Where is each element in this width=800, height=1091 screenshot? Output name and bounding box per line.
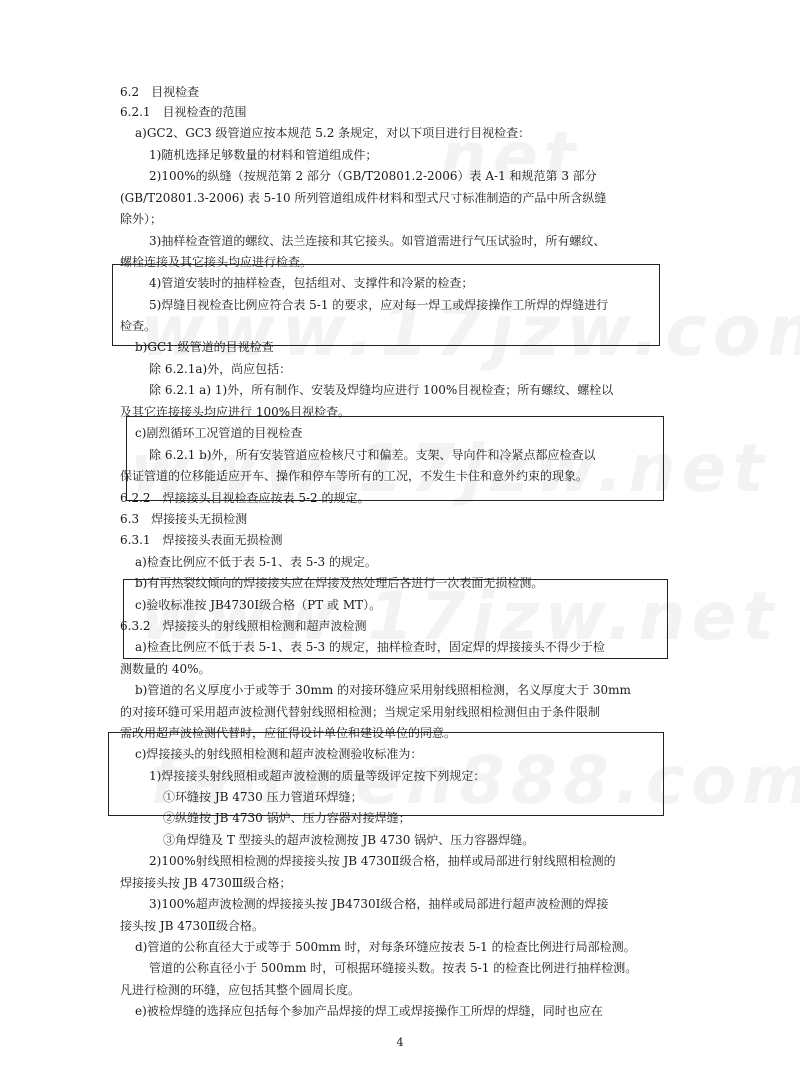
text-line: 4)管道安装时的抽样检查，包括组对、支撑件和冷紧的检查；: [149, 276, 474, 290]
text-line: 除 6.2.1 b)外，所有安装管道应检核尺寸和偏差。支架、导向件和冷紧点都应检查以: [149, 448, 596, 462]
text-line: c)验收标准按 JB4730Ⅰ级合格（PT 或 MT）。: [135, 598, 382, 612]
text-line: 凡进行检测的环缝，应包括其整个圆周长度。: [120, 983, 361, 997]
text-line: 1)焊接接头射线照相或超声波检测的质量等级评定按下列规定：: [149, 769, 486, 783]
text-line: b)GC1 级管道的目视检查: [135, 340, 274, 354]
text-line: e)被检焊缝的选择应包括每个参加产品焊接的焊工或焊接操作工所焊的焊缝，同时也应在: [135, 1004, 603, 1018]
text-line: 管道的公称直径小于 500mm 时，可根据环缝接头数。按表 5-1 的检查比例进行抽样检测。: [149, 961, 638, 975]
text-line: 除 6.2.1 a) 1)外，所有制作、安装及焊缝均应进行 100%目视检查；所有螺纹、螺栓以: [149, 383, 614, 397]
text-line: 螺栓连接及其它接头均应进行检查。: [120, 255, 313, 269]
text-line: 3)抽样检查管道的螺纹、法兰连接和其它接头。如管道需进行气压试验时，所有螺纹、: [149, 234, 606, 248]
highlight-box: [112, 264, 660, 346]
text-line: 接头按 JB 4730Ⅱ级合格。: [120, 919, 264, 933]
text-line: 保证管道的位移能适应开车、操作和停车等所有的工况，不发生卡住和意外约束的现象。: [120, 469, 589, 483]
text-line: 2)100%射线照相检测的焊接接头按 JB 4730Ⅱ级合格，抽样或局部进行射线照相检测的: [149, 854, 616, 868]
text-line: 的对接环缝可采用超声波检测代替射线照相检测；当规定采用射线照相检测但由于条件限制: [120, 705, 601, 719]
text-line: d)管道的公称直径大于或等于 500mm 时，对每条环缝应按表 5-1 的检查比例进行局部检测。: [135, 940, 636, 954]
text-line: 6.3.1 焊接接头表面无损检测: [120, 533, 283, 547]
text-line: 需改用超声波检测代替时，应征得设计单位和建设单位的同意。: [120, 726, 457, 740]
text-line: 1)随机选择足够数量的材料和管道组成件；: [149, 148, 378, 162]
highlight-box: [126, 416, 664, 501]
text-line: 2)100%的纵缝（按规范第 2 部分（GB/T20801.2-2006）表 A-1 和规范第 3 部分: [149, 169, 597, 183]
text-line: b)有再热裂纹倾向的焊接接头应在焊接及热处理后各进行一次表面无损检测。: [135, 576, 544, 590]
text-line: (GB/T20801.3-2006) 表 5-10 所列管道组成件材料和型式尺寸标准制造的产品中所含纵缝: [120, 191, 607, 205]
text-line: c)焊接接头的射线照相检测和超声波检测验收标准为：: [135, 747, 423, 761]
highlight-box: [108, 732, 664, 816]
text-line: 除 6.2.1a)外，尚应包括：: [149, 362, 292, 376]
text-line: 6.2.1 目视检查的范围: [120, 105, 247, 119]
text-line: 6.3 焊接接头无损检测: [120, 512, 248, 526]
text-line: ③角焊缝及 T 型接头的超声波检测按 JB 4730 锅炉、压力容器焊缝。: [163, 833, 535, 847]
text-line: 6.2.2 焊接接头目视检查应按表 5-2 的规定。: [120, 491, 370, 505]
page-number: 4: [396, 1036, 404, 1049]
text-line: ①环缝按 JB 4730 压力管道环焊缝；: [163, 790, 363, 804]
text-line: 5)焊缝目视检查比例应符合表 5-1 的要求，应对每一焊工或焊接操作工所焊的焊缝进行: [149, 298, 609, 312]
text-line: a)检查比例应不低于表 5-1、表 5-3 的规定，抽样检查时，固定焊的焊接接头不得少于检: [135, 640, 605, 654]
text-line: 6.2 目视检查: [120, 85, 200, 99]
text-line: 焊接接头按 JB 4730Ⅲ级合格；: [120, 876, 292, 890]
text-line: b)管道的名义厚度小于或等于 30mm 的对接环缝应采用射线照相检测，名义厚度大于 30mm: [135, 683, 631, 697]
text-line: a)GC2、GC3 级管道应按本规范 5.2 条规定，对以下项目进行目视检查：: [135, 126, 531, 140]
text-line: 除外）；: [120, 212, 163, 226]
text-line: a)检查比例应不低于表 5-1、表 5-3 的规定。: [135, 555, 377, 569]
text-line: c)剧烈循环工况管道的目视检查: [135, 426, 303, 440]
text-line: 3)100%超声波检测的焊接接头按 JB4730Ⅰ级合格，抽样或局部进行超声波检测的焊接: [149, 897, 609, 911]
text-line: 检查。: [120, 319, 157, 333]
text-line: 测数量的 40%。: [120, 662, 211, 676]
text-line: 6.3.2 焊接接头的射线照相检测和超声波检测: [120, 619, 367, 633]
text-line: ②纵缝按 JB 4730 锅炉、压力容器对接焊缝；: [163, 811, 411, 825]
highlight-box: [123, 579, 668, 659]
text-line: 及其它连接接头均应进行 100%目视检查。: [120, 405, 351, 419]
